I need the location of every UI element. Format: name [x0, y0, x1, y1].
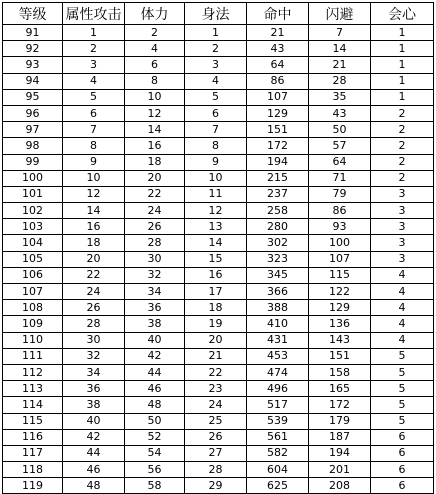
table-cell-level: 116	[3, 429, 63, 445]
table-cell-dodge: 57	[309, 138, 371, 154]
table-row	[3, 138, 434, 154]
table-cell-attribute-attack: 3	[63, 57, 125, 73]
table-cell-crit: 2	[371, 170, 434, 186]
table-cell-attribute-attack: 1	[63, 25, 125, 41]
table-cell-dodge: 71	[309, 170, 371, 186]
table-cell-level: 112	[3, 364, 63, 380]
table-cell-dodge: 100	[309, 235, 371, 251]
table-cell-attribute-attack: 5	[63, 89, 125, 105]
table-cell-level: 101	[3, 186, 63, 202]
table-cell-agility: 15	[185, 251, 247, 267]
table-cell-agility: 1	[185, 25, 247, 41]
table-cell-crit: 1	[371, 57, 434, 73]
table-cell-attribute-attack: 16	[63, 219, 125, 235]
table-cell-attribute-attack: 40	[63, 413, 125, 429]
table-cell-dodge: 165	[309, 381, 371, 397]
table-cell-level: 117	[3, 445, 63, 461]
table-row	[3, 284, 434, 300]
column-header-dodge: 闪避	[309, 3, 371, 25]
table-cell-attribute-attack: 32	[63, 348, 125, 364]
table-cell-crit: 6	[371, 462, 434, 478]
table-row	[3, 397, 434, 413]
table-cell-stamina: 46	[125, 381, 185, 397]
table-cell-agility: 12	[185, 203, 247, 219]
table-cell-level: 114	[3, 397, 63, 413]
table-cell-agility: 6	[185, 105, 247, 121]
table-cell-agility: 16	[185, 267, 247, 283]
table-cell-crit: 3	[371, 186, 434, 202]
table-cell-level: 115	[3, 413, 63, 429]
table-row	[3, 105, 434, 121]
table-cell-hit: 517	[247, 397, 309, 413]
table-cell-agility: 28	[185, 462, 247, 478]
table-cell-level: 102	[3, 203, 63, 219]
table-row	[3, 364, 434, 380]
table-cell-level: 103	[3, 219, 63, 235]
table-cell-dodge: 158	[309, 364, 371, 380]
table-cell-agility: 25	[185, 413, 247, 429]
table-row	[3, 267, 434, 283]
table-cell-level: 100	[3, 170, 63, 186]
table-row	[3, 413, 434, 429]
table-cell-hit: 604	[247, 462, 309, 478]
table-cell-crit: 3	[371, 219, 434, 235]
table-cell-level: 92	[3, 41, 63, 57]
table-cell-crit: 4	[371, 316, 434, 332]
column-header-level: 等级	[3, 3, 63, 25]
table-cell-crit: 4	[371, 300, 434, 316]
table-cell-hit: 431	[247, 332, 309, 348]
table-cell-level: 91	[3, 25, 63, 41]
table-cell-dodge: 64	[309, 154, 371, 170]
table-cell-attribute-attack: 34	[63, 364, 125, 380]
table-cell-hit: 410	[247, 316, 309, 332]
table-cell-agility: 2	[185, 41, 247, 57]
table-cell-crit: 1	[371, 25, 434, 41]
table-cell-attribute-attack: 18	[63, 235, 125, 251]
table-cell-attribute-attack: 46	[63, 462, 125, 478]
table-cell-crit: 6	[371, 429, 434, 445]
table-cell-level: 96	[3, 105, 63, 121]
table-cell-stamina: 14	[125, 122, 185, 138]
table-cell-stamina: 10	[125, 89, 185, 105]
table-cell-level: 107	[3, 284, 63, 300]
table-cell-hit: 625	[247, 478, 309, 494]
table-cell-level: 94	[3, 73, 63, 89]
table-cell-level: 110	[3, 332, 63, 348]
table-cell-attribute-attack: 38	[63, 397, 125, 413]
table-cell-attribute-attack: 6	[63, 105, 125, 121]
table-cell-dodge: 143	[309, 332, 371, 348]
table-cell-agility: 29	[185, 478, 247, 494]
table-cell-level: 95	[3, 89, 63, 105]
table-cell-dodge: 35	[309, 89, 371, 105]
table-cell-stamina: 26	[125, 219, 185, 235]
table-cell-agility: 7	[185, 122, 247, 138]
table-cell-stamina: 24	[125, 203, 185, 219]
table-cell-crit: 2	[371, 105, 434, 121]
table-cell-agility: 3	[185, 57, 247, 73]
table-cell-level: 105	[3, 251, 63, 267]
table-cell-attribute-attack: 30	[63, 332, 125, 348]
table-cell-dodge: 115	[309, 267, 371, 283]
table-cell-hit: 302	[247, 235, 309, 251]
table-cell-agility: 9	[185, 154, 247, 170]
table-cell-attribute-attack: 24	[63, 284, 125, 300]
table-cell-agility: 20	[185, 332, 247, 348]
table-cell-crit: 6	[371, 478, 434, 494]
table-cell-stamina: 2	[125, 25, 185, 41]
table-cell-hit: 366	[247, 284, 309, 300]
table-cell-agility: 14	[185, 235, 247, 251]
table-cell-level: 119	[3, 478, 63, 494]
table-row	[3, 89, 434, 105]
table-cell-stamina: 58	[125, 478, 185, 494]
column-header-stamina: 体力	[125, 3, 185, 25]
table-cell-hit: 194	[247, 154, 309, 170]
table-cell-hit: 539	[247, 413, 309, 429]
column-header-crit: 会心	[371, 3, 434, 25]
table-cell-crit: 6	[371, 445, 434, 461]
table-cell-crit: 1	[371, 89, 434, 105]
table-cell-stamina: 36	[125, 300, 185, 316]
table-cell-agility: 13	[185, 219, 247, 235]
table-cell-hit: 107	[247, 89, 309, 105]
table-cell-agility: 17	[185, 284, 247, 300]
table-cell-crit: 2	[371, 122, 434, 138]
table-cell-dodge: 86	[309, 203, 371, 219]
table-cell-dodge: 194	[309, 445, 371, 461]
table-cell-dodge: 14	[309, 41, 371, 57]
table-cell-crit: 3	[371, 235, 434, 251]
table-cell-hit: 582	[247, 445, 309, 461]
table-cell-dodge: 7	[309, 25, 371, 41]
table-cell-agility: 11	[185, 186, 247, 202]
table-header-row	[3, 3, 434, 25]
table-cell-stamina: 28	[125, 235, 185, 251]
table-row	[3, 170, 434, 186]
table-cell-stamina: 20	[125, 170, 185, 186]
table-row	[3, 57, 434, 73]
table-cell-level: 106	[3, 267, 63, 283]
table-cell-level: 98	[3, 138, 63, 154]
table-cell-dodge: 43	[309, 105, 371, 121]
table-row	[3, 251, 434, 267]
table-cell-attribute-attack: 20	[63, 251, 125, 267]
table-cell-hit: 64	[247, 57, 309, 73]
table-cell-stamina: 56	[125, 462, 185, 478]
table-cell-attribute-attack: 7	[63, 122, 125, 138]
table-cell-hit: 388	[247, 300, 309, 316]
table-cell-attribute-attack: 44	[63, 445, 125, 461]
table-cell-level: 109	[3, 316, 63, 332]
table-cell-level: 111	[3, 348, 63, 364]
table-cell-dodge: 151	[309, 348, 371, 364]
table-row	[3, 445, 434, 461]
table-cell-stamina: 6	[125, 57, 185, 73]
table-cell-dodge: 129	[309, 300, 371, 316]
table-cell-stamina: 32	[125, 267, 185, 283]
table-cell-agility: 26	[185, 429, 247, 445]
table-cell-dodge: 79	[309, 186, 371, 202]
table-row	[3, 73, 434, 89]
table-row	[3, 462, 434, 478]
table-cell-attribute-attack: 42	[63, 429, 125, 445]
table-row	[3, 186, 434, 202]
table-cell-hit: 215	[247, 170, 309, 186]
table-cell-stamina: 44	[125, 364, 185, 380]
table-cell-stamina: 54	[125, 445, 185, 461]
table-cell-dodge: 93	[309, 219, 371, 235]
table-cell-crit: 5	[371, 381, 434, 397]
table-cell-dodge: 172	[309, 397, 371, 413]
table-cell-level: 108	[3, 300, 63, 316]
table-cell-crit: 1	[371, 73, 434, 89]
table-row	[3, 381, 434, 397]
table-cell-attribute-attack: 48	[63, 478, 125, 494]
table-cell-agility: 4	[185, 73, 247, 89]
table-cell-crit: 3	[371, 251, 434, 267]
table-cell-hit: 129	[247, 105, 309, 121]
table-row	[3, 122, 434, 138]
table-cell-attribute-attack: 26	[63, 300, 125, 316]
table-row	[3, 154, 434, 170]
table-row	[3, 235, 434, 251]
table-cell-stamina: 8	[125, 73, 185, 89]
table-cell-dodge: 50	[309, 122, 371, 138]
level-stats-table	[2, 2, 434, 494]
table-row	[3, 332, 434, 348]
table-row	[3, 348, 434, 364]
table-cell-level: 104	[3, 235, 63, 251]
table-cell-dodge: 28	[309, 73, 371, 89]
table-cell-attribute-attack: 14	[63, 203, 125, 219]
table-cell-crit: 5	[371, 364, 434, 380]
table-cell-crit: 5	[371, 348, 434, 364]
table-row	[3, 219, 434, 235]
table-cell-crit: 2	[371, 154, 434, 170]
table-row	[3, 316, 434, 332]
table-cell-agility: 27	[185, 445, 247, 461]
table-cell-crit: 5	[371, 413, 434, 429]
table-cell-stamina: 38	[125, 316, 185, 332]
table-cell-attribute-attack: 10	[63, 170, 125, 186]
table-cell-stamina: 48	[125, 397, 185, 413]
table-cell-agility: 22	[185, 364, 247, 380]
table-cell-dodge: 201	[309, 462, 371, 478]
table-cell-dodge: 179	[309, 413, 371, 429]
table-cell-hit: 86	[247, 73, 309, 89]
table-cell-attribute-attack: 4	[63, 73, 125, 89]
table-cell-crit: 4	[371, 284, 434, 300]
table-cell-stamina: 34	[125, 284, 185, 300]
table-cell-crit: 4	[371, 267, 434, 283]
table-cell-dodge: 107	[309, 251, 371, 267]
table-cell-hit: 323	[247, 251, 309, 267]
table-cell-agility: 23	[185, 381, 247, 397]
table-cell-attribute-attack: 36	[63, 381, 125, 397]
table-cell-crit: 5	[371, 397, 434, 413]
table-cell-attribute-attack: 12	[63, 186, 125, 202]
table-row	[3, 25, 434, 41]
table-cell-level: 97	[3, 122, 63, 138]
table-cell-stamina: 42	[125, 348, 185, 364]
table-cell-agility: 19	[185, 316, 247, 332]
table-cell-hit: 258	[247, 203, 309, 219]
table-cell-level: 118	[3, 462, 63, 478]
table-cell-dodge: 187	[309, 429, 371, 445]
table-cell-hit: 453	[247, 348, 309, 364]
table-cell-crit: 1	[371, 41, 434, 57]
table-cell-agility: 18	[185, 300, 247, 316]
table-cell-attribute-attack: 9	[63, 154, 125, 170]
table-cell-dodge: 136	[309, 316, 371, 332]
table-row	[3, 429, 434, 445]
table-cell-crit: 2	[371, 138, 434, 154]
table-body	[3, 25, 434, 494]
table-cell-agility: 8	[185, 138, 247, 154]
table-cell-hit: 21	[247, 25, 309, 41]
table-cell-attribute-attack: 28	[63, 316, 125, 332]
column-header-agility: 身法	[185, 3, 247, 25]
table-cell-stamina: 16	[125, 138, 185, 154]
table-cell-attribute-attack: 2	[63, 41, 125, 57]
table-cell-dodge: 122	[309, 284, 371, 300]
table-cell-hit: 496	[247, 381, 309, 397]
table-cell-hit: 172	[247, 138, 309, 154]
table-cell-hit: 237	[247, 186, 309, 202]
table-cell-hit: 474	[247, 364, 309, 380]
table-cell-agility: 24	[185, 397, 247, 413]
table-cell-hit: 561	[247, 429, 309, 445]
table-cell-stamina: 22	[125, 186, 185, 202]
table-cell-stamina: 4	[125, 41, 185, 57]
table-row	[3, 478, 434, 494]
table-cell-crit: 3	[371, 203, 434, 219]
table-cell-level: 93	[3, 57, 63, 73]
table-cell-level: 99	[3, 154, 63, 170]
table-cell-stamina: 30	[125, 251, 185, 267]
table-cell-stamina: 50	[125, 413, 185, 429]
table-row	[3, 41, 434, 57]
table-cell-stamina: 40	[125, 332, 185, 348]
table-row	[3, 203, 434, 219]
table-cell-stamina: 12	[125, 105, 185, 121]
table-cell-stamina: 18	[125, 154, 185, 170]
table-cell-attribute-attack: 22	[63, 267, 125, 283]
table-cell-hit: 345	[247, 267, 309, 283]
table-row	[3, 300, 434, 316]
table-cell-crit: 4	[371, 332, 434, 348]
table-cell-stamina: 52	[125, 429, 185, 445]
table-cell-dodge: 21	[309, 57, 371, 73]
table-cell-agility: 10	[185, 170, 247, 186]
table-cell-hit: 43	[247, 41, 309, 57]
column-header-attribute-attack: 属性攻击	[63, 3, 125, 25]
table-cell-agility: 21	[185, 348, 247, 364]
table-cell-dodge: 208	[309, 478, 371, 494]
table-cell-agility: 5	[185, 89, 247, 105]
table-cell-attribute-attack: 8	[63, 138, 125, 154]
table-cell-hit: 280	[247, 219, 309, 235]
table-cell-hit: 151	[247, 122, 309, 138]
table-cell-level: 113	[3, 381, 63, 397]
column-header-hit: 命中	[247, 3, 309, 25]
